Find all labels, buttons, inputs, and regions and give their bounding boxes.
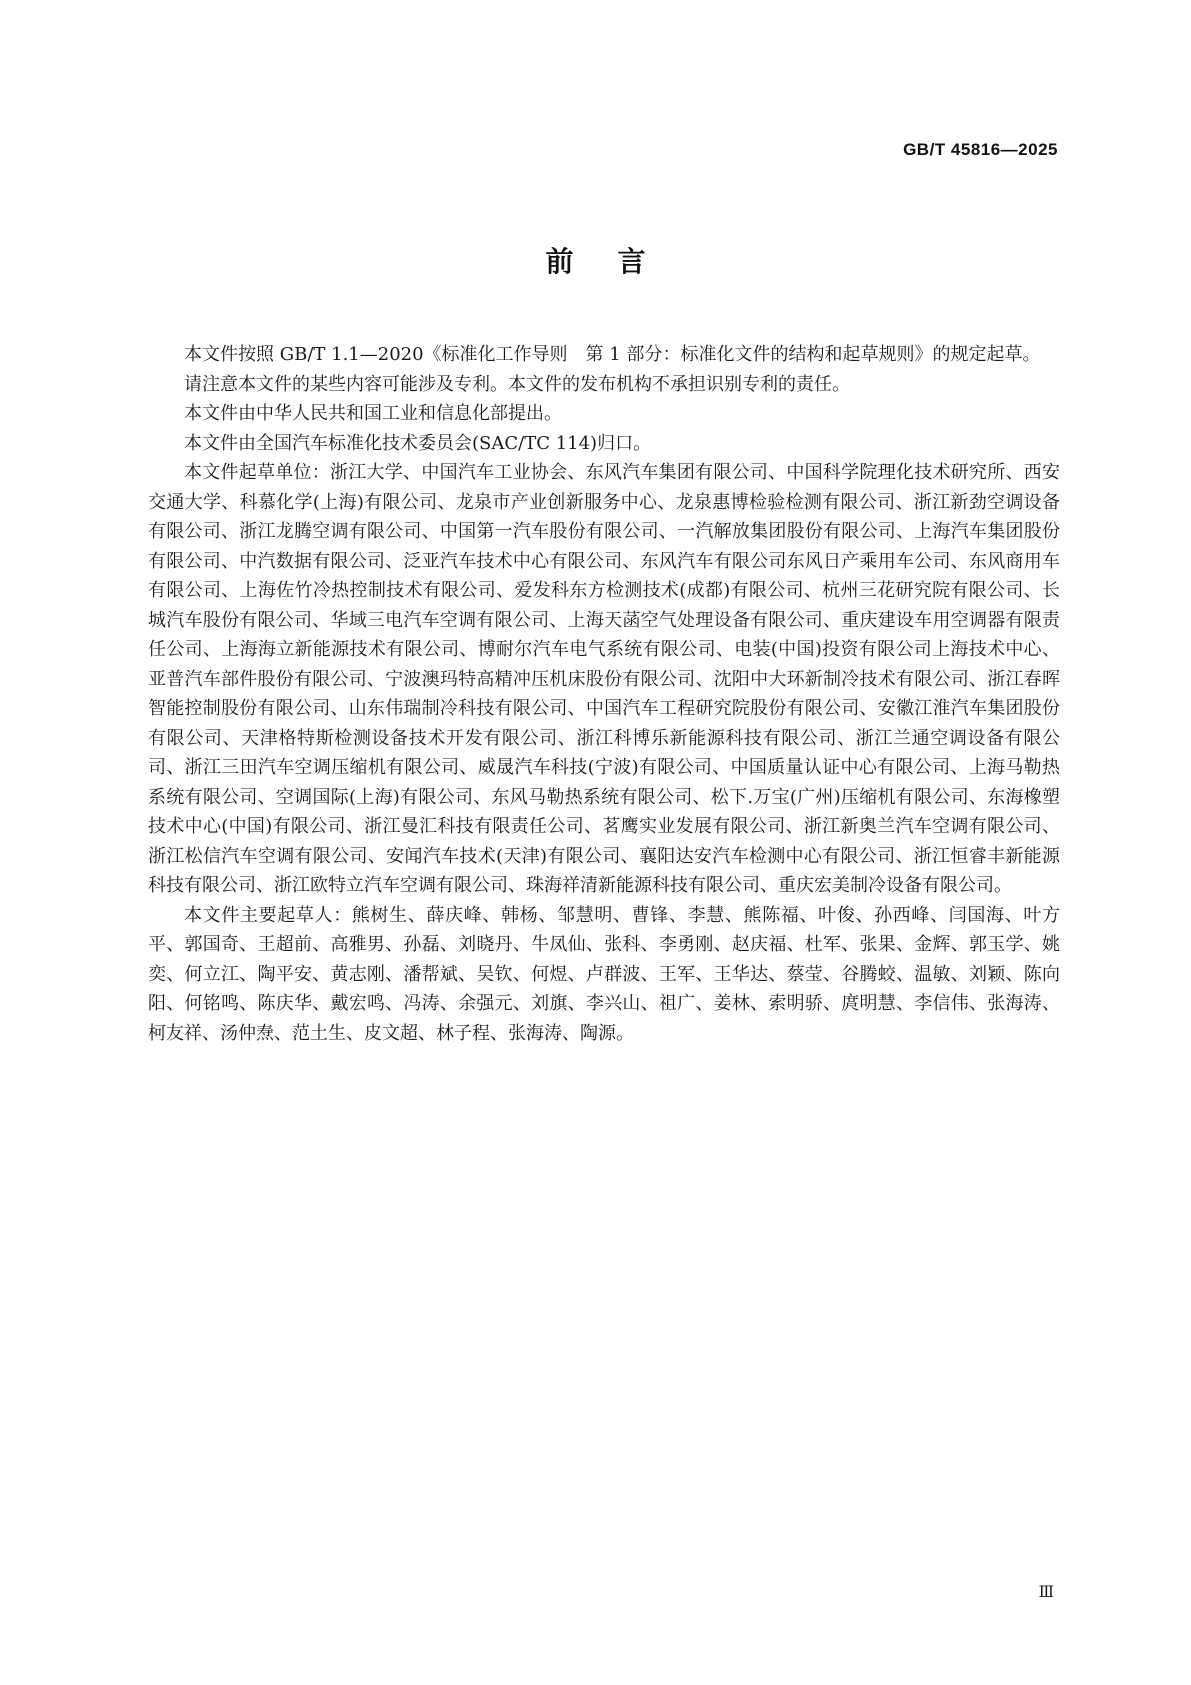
paragraph-drafting-organizations: 本文件起草单位：浙江大学、中国汽车工业协会、东风汽车集团有限公司、中国科学院理化技术研究所、西安交通大学、科慕化学(上海)有限公司、龙泉市产业创新服务中心、龙泉惠博检验检测有限公司、浙江新劲空调设备有限公司、浙江龙腾空调有限公司、中国第一汽车股份有限公司、一汽解放集团股份有限公司、上海汽车集团股份有限公司、中汽数据有限公司、泛亚汽车技术中心有限公司、东风汽车有限公司东风日产乘用车公司、东风商用车有限公司、上海佐竹冷热控制技术有限公司、爱发科东方检测技术(成都)有限公司、杭州三花研究院有限公司、长城汽车股份有限公司、华域三电汽车空调有限公司、上海天菡空气处理设备有限公司、重庆建设车用空调器有限责任公司、上海海立新能源技术有限公司、博耐尔汽车电气系统有限公司、电装(中国)投资有限公司上海技术中心、亚普汽车部件股份有限公司、宁波澳玛特高精冲压机床股份有限公司、沈阳中大环新制冷技术有限公司、浙江春晖智能控制股份有限公司、山东伟瑞制冷科技有限公司、中国汽车工程研究院股份有限公司、安徽江淮汽车集团股份有限公司、天津格特斯检测设备技术开发有限公司、浙江科博乐新能源科技有限公司、浙江兰通空调设备有限公司、浙江三田汽车空调压缩机有限公司、威晟汽车科技(宁波)有限公司、中国质量认证中心有限公司、上海马勒热系统有限公司、空调国际(上海)有限公司、东风马勒热系统有限公司、松下.万宝(广州)压缩机有限公司、东海橡塑技术中心(中国)有限公司、浙江曼汇科技有限责任公司、茗鹰实业发展有限公司、浙江新奥兰汽车空调有限公司、浙江松信汽车空调有限公司、安闻汽车技术(天津)有限公司、襄阳达安汽车检测中心有限公司、浙江恒睿丰新能源科技有限公司、浙江欧特立汽车空调有限公司、珠海祥清新能源科技有限公司、重庆宏美制冷设备有限公司。 [148, 462, 1060, 896]
foreword-body [148, 340, 1060, 1048]
page-number: Ⅲ [1038, 1584, 1054, 1601]
paragraph-technical-committee: 本文件由全国汽车标准化技术委员会(SAC/TC 114)归口。 [184, 432, 652, 454]
standard-code: GB/T 45816—2025 [903, 140, 1058, 159]
paragraph-drafting-rules: 本文件按照 GB/T 1.1—2020《标准化工作导则 第 1 部分：标准化文件的结构和起草规则》的规定起草。 [184, 344, 1041, 365]
paragraph-drafters: 本文件主要起草人：熊树生、薛庆峰、韩杨、邹慧明、曹锋、李慧、熊陈福、叶俊、孙西峰、闫国海、叶方平、郭国奇、王超前、高雅男、孙磊、刘晓丹、牛凤仙、张科、李勇刚、赵庆福、杜军、张果、金辉、郭玉学、姚奕、何立江、陶平安、黄志刚、潘帮斌、吴钦、何煜、卢群波、王军、王华达、蔡莹、谷腾蛟、温敏、刘颖、陈向阳、何铭鸣、陈庆华、戴宏鸣、冯涛、余强元、刘旗、李兴山、祖广、姜林、索明骄、庹明慧、李信伟、张海涛、柯友祥、汤仲焘、范土生、皮文超、林子程、张海涛、陶源。 [148, 904, 1060, 1044]
paragraph-proposer: 本文件由中华人民共和国工业和信息化部提出。 [184, 403, 562, 424]
page-title: 前言 [545, 245, 690, 278]
paragraph-patent-notice: 请注意本文件的某些内容可能涉及专利。本文件的发布机构不承担识别专利的责任。 [184, 373, 850, 395]
